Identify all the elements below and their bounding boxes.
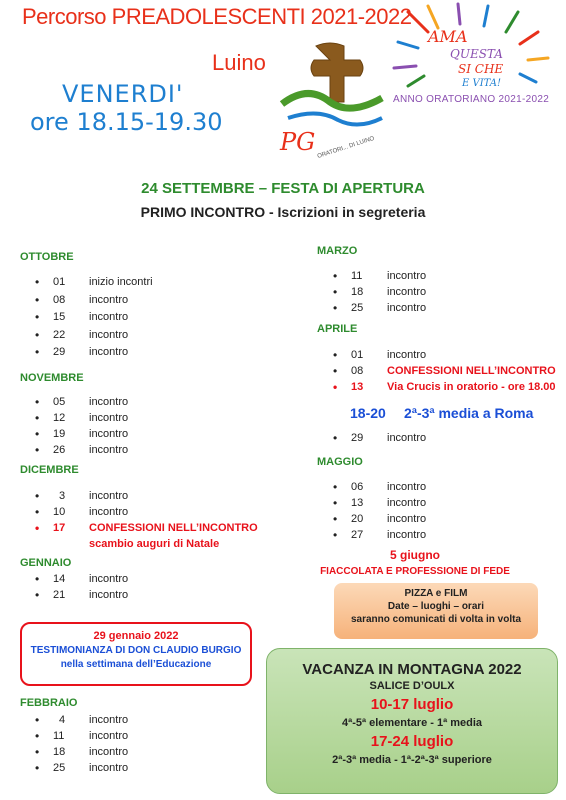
pg-letters: PG: [280, 128, 316, 156]
list-item: • 08 CONFESSIONI NELL’INCONTRO: [333, 364, 556, 378]
list-gennaio: [35, 573, 275, 605]
list-item: • 20 incontro: [333, 512, 427, 526]
list-item: • 26 incontro: [35, 443, 129, 457]
testimonianza-date: 29 gennaio 2022: [93, 630, 179, 642]
list-item: • 08 incontro: [35, 292, 129, 307]
month-febbraio: FEBBRAIO: [20, 697, 78, 709]
list-item: • 15 incontro: [35, 310, 129, 324]
page-title: Percorso PREADOLESCENTI 2021-2022: [22, 4, 412, 29]
year-caption: ANNO ORATORIANO 2021-2022: [393, 94, 550, 105]
testimonianza-title: TESTIMONIANZA DI DON CLAUDIO BURGIO: [30, 645, 242, 656]
year-word-1: AMA: [428, 27, 468, 46]
list-item: • 3 incontro: [35, 489, 129, 503]
list-aprile-after: [333, 432, 563, 448]
list-item: • 17 CONFESSIONI NELL’INCONTRO: [35, 521, 258, 535]
list-febbraio: [35, 714, 275, 778]
pizza-line-1: Date – luoghi – orari: [387, 601, 485, 612]
list-ottobre: [35, 276, 275, 364]
blue-wave-icon: [288, 113, 382, 124]
opening-subtitle: PRIMO INCONTRO - Iscrizioni in segreteria: [140, 204, 426, 220]
list-item: • 22 incontro: [35, 327, 129, 342]
pizza-line-2: saranno comunicati di volta in volta: [350, 614, 522, 625]
list-item: • 18 incontro: [35, 745, 129, 759]
list-dicembre: [35, 490, 275, 554]
list-item: • 29 incontro: [35, 345, 129, 359]
list-item: • 25 incontro: [35, 761, 129, 775]
month-aprile: APRILE: [317, 323, 358, 335]
opening-title: 24 SETTEMBRE – FESTA DI APERTURA: [141, 180, 425, 197]
pg-caption: ORATORI... DI LUINO: [316, 135, 376, 160]
pizza-title: PIZZA e FILM: [404, 588, 468, 599]
year-word-2: QUESTA: [450, 47, 503, 61]
roma-days: 18-20: [350, 405, 386, 421]
city-label: Luino: [212, 50, 266, 75]
list-item: • 27 incontro: [333, 528, 427, 542]
vacanza-turno-2-group: 2ª-3ª media - 1ª-2ª-3ª superiore: [332, 754, 492, 766]
time-range-label: ore 18.15-19.30: [30, 108, 223, 136]
list-item: • 06 incontro: [333, 480, 427, 494]
list-item: • 01 incontro: [333, 348, 427, 362]
month-gennaio: GENNAIO: [20, 557, 72, 569]
vacanza-turno-2: 17-24 luglio: [370, 733, 454, 750]
year-word-4: E VITA!: [462, 78, 502, 89]
list-item: • 05 incontro: [35, 395, 129, 409]
testimonianza-box: [20, 622, 252, 686]
vacanza-box: [266, 648, 558, 794]
list-item: • 10 incontro: [35, 505, 129, 519]
list-item: • 11 incontro: [35, 729, 129, 743]
month-marzo: MARZO: [317, 245, 358, 257]
month-maggio: MAGGIO: [317, 456, 363, 468]
month-novembre: NOVEMBRE: [20, 372, 84, 384]
list-item: • 14 incontro: [35, 572, 129, 586]
list-item: • 13 Via Crucis in oratorio - ore 18.00: [333, 380, 556, 394]
list-maggio: [333, 481, 563, 545]
year-word-3: SI CHE: [458, 62, 504, 76]
vacanza-title: VACANZA IN MONTAGNA 2022: [302, 661, 522, 678]
pizza-film-box: [334, 583, 538, 639]
list-item: • 11 incontro: [333, 269, 427, 283]
testimonianza-note: nella settimana dell’Educazione: [60, 659, 212, 670]
list-item-note: scambio auguri di Natale: [89, 538, 220, 550]
list-item: • 21 incontro: [35, 588, 129, 602]
fiaccolata-date: 5 giugno: [390, 548, 440, 562]
list-novembre: [35, 396, 275, 460]
list-item: • 13 incontro: [333, 496, 427, 510]
vacanza-place: SALICE D’OULX: [369, 680, 455, 692]
month-dicembre: DICEMBRE: [20, 464, 79, 476]
vacanza-turno-1-group: 4ª-5ª elementare - 1ª media: [342, 717, 482, 729]
weekday-label: VENERDI': [62, 80, 184, 108]
roma-trip: 2ª-3ª media a Roma: [404, 405, 534, 421]
list-item: • 29 incontro: [333, 431, 427, 445]
list-item: • 12 incontro: [35, 411, 129, 425]
list-item: • 01 inizio incontri: [35, 275, 153, 289]
month-ottobre: OTTOBRE: [20, 251, 74, 263]
vacanza-turno-1: 10-17 luglio: [370, 696, 454, 713]
list-item: • 18 incontro: [333, 285, 427, 299]
fiaccolata-text: FIACCOLATA E PROFESSIONE DI FEDE: [320, 566, 510, 577]
list-aprile: [333, 349, 563, 397]
list-marzo: [333, 270, 563, 318]
pg-oratorio-logo: [278, 38, 386, 168]
list-item: • 19 incontro: [35, 427, 129, 441]
list-item: • 25 incontro: [333, 301, 427, 315]
list-item: • 4 incontro: [35, 713, 129, 727]
